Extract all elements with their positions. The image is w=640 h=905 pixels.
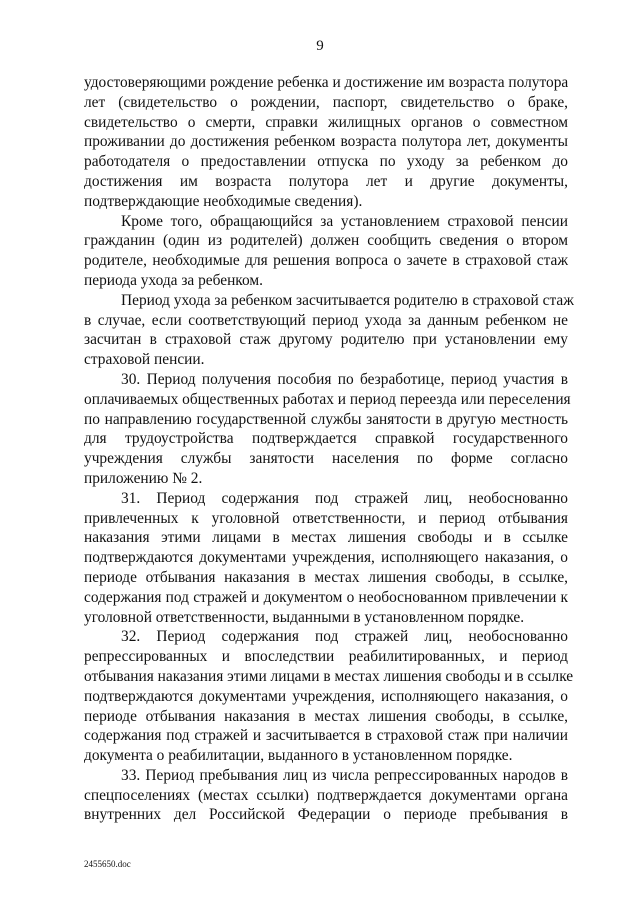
text-line: 33. Период пребывания лиц из числа репрессированных народов в bbox=[121, 766, 568, 784]
text-line: 32. Период содержания под стражей лиц, необоснованно bbox=[121, 628, 568, 646]
text-line: свидетельство о смерти, справки жилищных органов о совместном bbox=[84, 113, 568, 131]
text-line: подтверждающие необходимые сведения). bbox=[84, 192, 363, 210]
text-line: лет (свидетельство о рождении, паспорт, свидетельство о браке, bbox=[84, 93, 568, 111]
text-line: в случае, если соответствующий период ухода за данным ребенком не bbox=[84, 311, 568, 329]
text-line: достижения им возраста полутора лет и другие документы, bbox=[84, 172, 568, 190]
text-line: родителе, необходимые для решения вопроса о зачете в страховой стаж bbox=[84, 252, 568, 270]
text-line: спецпоселениях (местах ссылки) подтверждается документами органа bbox=[84, 786, 568, 804]
paragraph bbox=[84, 212, 568, 291]
paragraph bbox=[84, 766, 568, 825]
paragraph bbox=[84, 73, 568, 212]
text-line: проживании до достижения ребенком возраста полутора лет, документы bbox=[84, 133, 568, 151]
text-line: подтверждаются документами учреждения, исполняющего наказания, о bbox=[84, 687, 568, 705]
text-line: внутренних дел Российской Федерации о периоде пребывания в bbox=[84, 806, 568, 824]
text-line: учреждения службы занятости населения по форме согласно bbox=[84, 450, 568, 468]
page-number: 9 bbox=[316, 38, 324, 54]
text-line: документа о реабилитации, выданного в установленном порядке. bbox=[84, 747, 513, 765]
text-line: удостоверяющими рождение ребенка и достижение им возраста полутора bbox=[84, 74, 569, 91]
text-line: периоде отбывания наказания в местах лишения свободы, в ссылке, bbox=[84, 568, 568, 586]
paragraph bbox=[84, 291, 574, 370]
text-line: Кроме того, обращающийся за установлением страховой пенсии bbox=[121, 212, 568, 230]
text-line: гражданин (один из родителей) должен сообщить сведения о втором bbox=[84, 232, 568, 250]
document-body bbox=[84, 73, 574, 825]
text-line: периоде отбывания наказания в местах лишения свободы, в ссылке, bbox=[84, 707, 568, 725]
paragraph bbox=[84, 370, 571, 489]
paragraph bbox=[84, 627, 574, 766]
text-line: наказания этими лицами в местах лишения свободы и в ссылке bbox=[84, 529, 568, 547]
text-line: подтверждаются документами учреждения, исполняющего наказания, о bbox=[84, 549, 568, 567]
paragraph bbox=[84, 489, 568, 628]
text-line: оплачиваемых общественных работах и период переезда или переселения bbox=[84, 390, 571, 408]
text-line: периода ухода за ребенком. bbox=[84, 271, 263, 289]
text-line: для трудоустройства подтверждается справкой государственного bbox=[84, 430, 568, 448]
text-line: уголовной ответственности, выданными в установленном порядке. bbox=[84, 608, 525, 626]
text-line: 30. Период получения пособия по безработице, период участия в bbox=[121, 370, 568, 388]
text-line: засчитан в страховой стаж другому родителю при установлении ему bbox=[84, 331, 568, 349]
footer-filename: 2455650.doc bbox=[84, 859, 131, 869]
text-line: привлеченных к уголовной ответственности, и период отбывания bbox=[84, 509, 568, 527]
text-line: репрессированных и впоследствии реабилитированных, и период bbox=[84, 648, 568, 666]
text-line: отбывания наказания этими лицами в местах лишения свободы и в ссылке bbox=[84, 667, 574, 685]
text-line: Период ухода за ребенком засчитывается родителю в страховой стаж bbox=[121, 291, 574, 309]
text-line: страховой пенсии. bbox=[84, 351, 205, 369]
text-line: 31. Период содержания под стражей лиц, необоснованно bbox=[121, 489, 568, 507]
text-line: содержания под стражей и засчитывается в страховой стаж при наличии bbox=[84, 727, 568, 745]
text-line: содержания под стражей и документом о необоснованном привлечении к bbox=[84, 588, 568, 606]
text-line: работодателя о предоставлении отпуска по уходу за ребенком до bbox=[84, 153, 568, 171]
text-line: по направлению государственной службы занятости в другую местность bbox=[84, 410, 568, 428]
text-line: приложению № 2. bbox=[84, 469, 203, 487]
